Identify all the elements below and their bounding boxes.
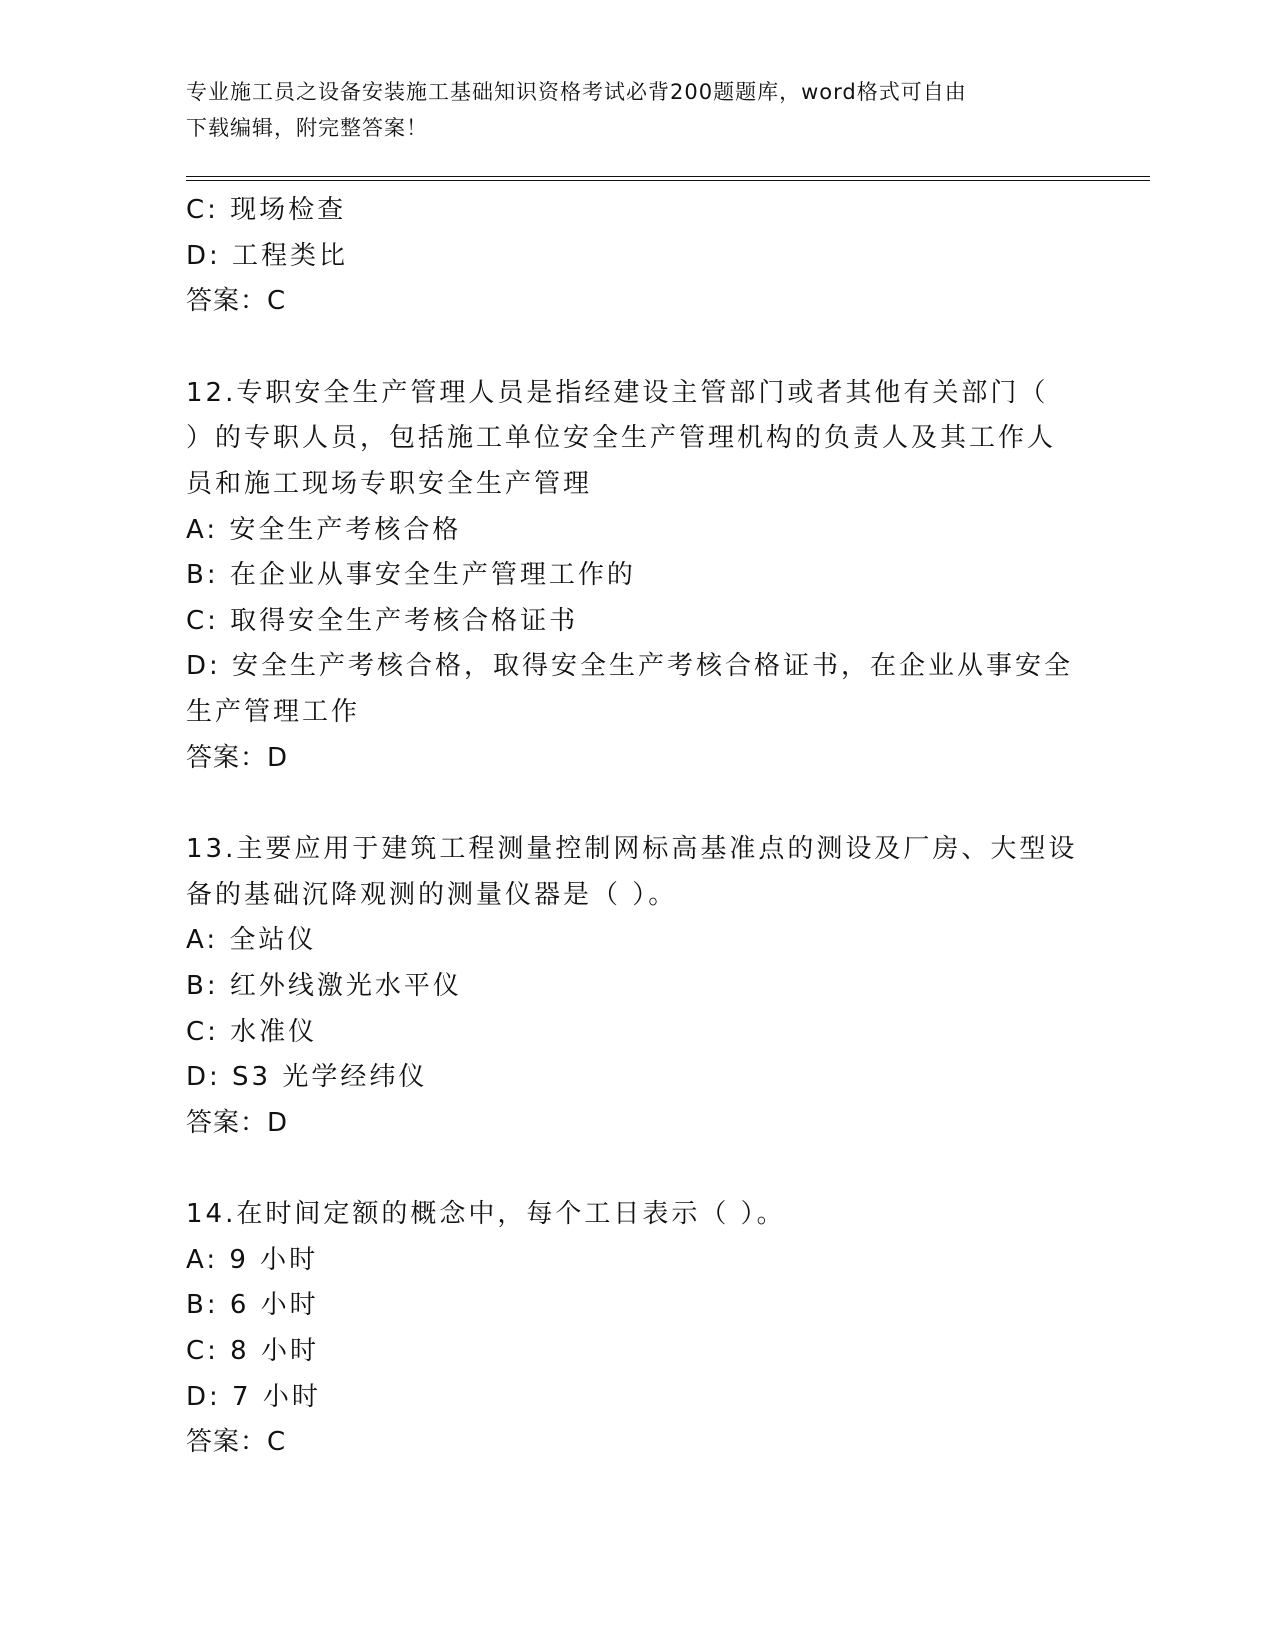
question-block-13: [186, 827, 1086, 1146]
option-d: D: 7 小时: [186, 1381, 321, 1412]
question-block-prev: [186, 188, 1086, 325]
option-d: D: 工程类比: [186, 240, 349, 271]
page-header: [186, 74, 1066, 146]
document-body: [186, 188, 1086, 1466]
spacer: [186, 781, 1086, 827]
question-stem-line: 13.主要应用于建筑工程测量控制网标高基准点的测设及厂房、大型设: [186, 834, 1078, 865]
header-title-line-2: 下载编辑，附完整答案！: [186, 116, 428, 140]
option-b: B: 6 小时: [186, 1290, 319, 1321]
option-a: A: 全站仪: [186, 925, 317, 956]
spacer: [186, 1146, 1086, 1192]
option-a: A: 安全生产考核合格: [186, 514, 462, 545]
question-stem-line: 14.在时间定额的概念中，每个工日表示（ ）。: [186, 1199, 786, 1230]
question-stem-line: 备的基础沉降观测的测量仪器是（ ）。: [186, 879, 678, 910]
option-c: C: 现场检查: [186, 195, 347, 225]
answer-line: 答案：D: [186, 742, 289, 773]
answer-line: 答案：C: [186, 286, 287, 317]
question-block-12: [186, 371, 1086, 781]
question-block-14: [186, 1192, 1086, 1466]
question-stem-line: 12.专职安全生产管理人员是指经建设主管部门或者其他有关部门（: [186, 377, 1049, 408]
option-c: C: 取得安全生产考核合格证书: [186, 605, 579, 636]
answer-line: 答案：D: [186, 1107, 289, 1138]
option-d: D: S3 光学经纬仪: [186, 1062, 428, 1093]
question-stem-line: ）的专职人员，包括施工单位安全生产管理机构的负责人及其工作人: [186, 423, 1057, 454]
option-c: C: 8 小时: [186, 1336, 319, 1367]
option-a: A: 9 小时: [186, 1244, 319, 1275]
option-d: D: 安全生产考核合格，取得安全生产考核合格证书，在企业从事安全: [186, 651, 1074, 682]
spacer: [186, 325, 1086, 371]
option-c: C: 水准仪: [186, 1016, 318, 1047]
header-title-line-1: 专业施工员之设备安装施工基础知识资格考试必背200题题库，word格式可自由: [186, 80, 967, 104]
answer-line: 答案：C: [186, 1427, 287, 1458]
option-b: B: 在企业从事安全生产管理工作的: [186, 560, 636, 591]
option-b: B: 红外线激光水平仪: [186, 970, 462, 1001]
option-d-continuation: 生产管理工作: [186, 696, 361, 727]
question-stem-line: 员和施工现场专职安全生产管理: [186, 468, 593, 499]
header-divider: [186, 176, 1150, 181]
